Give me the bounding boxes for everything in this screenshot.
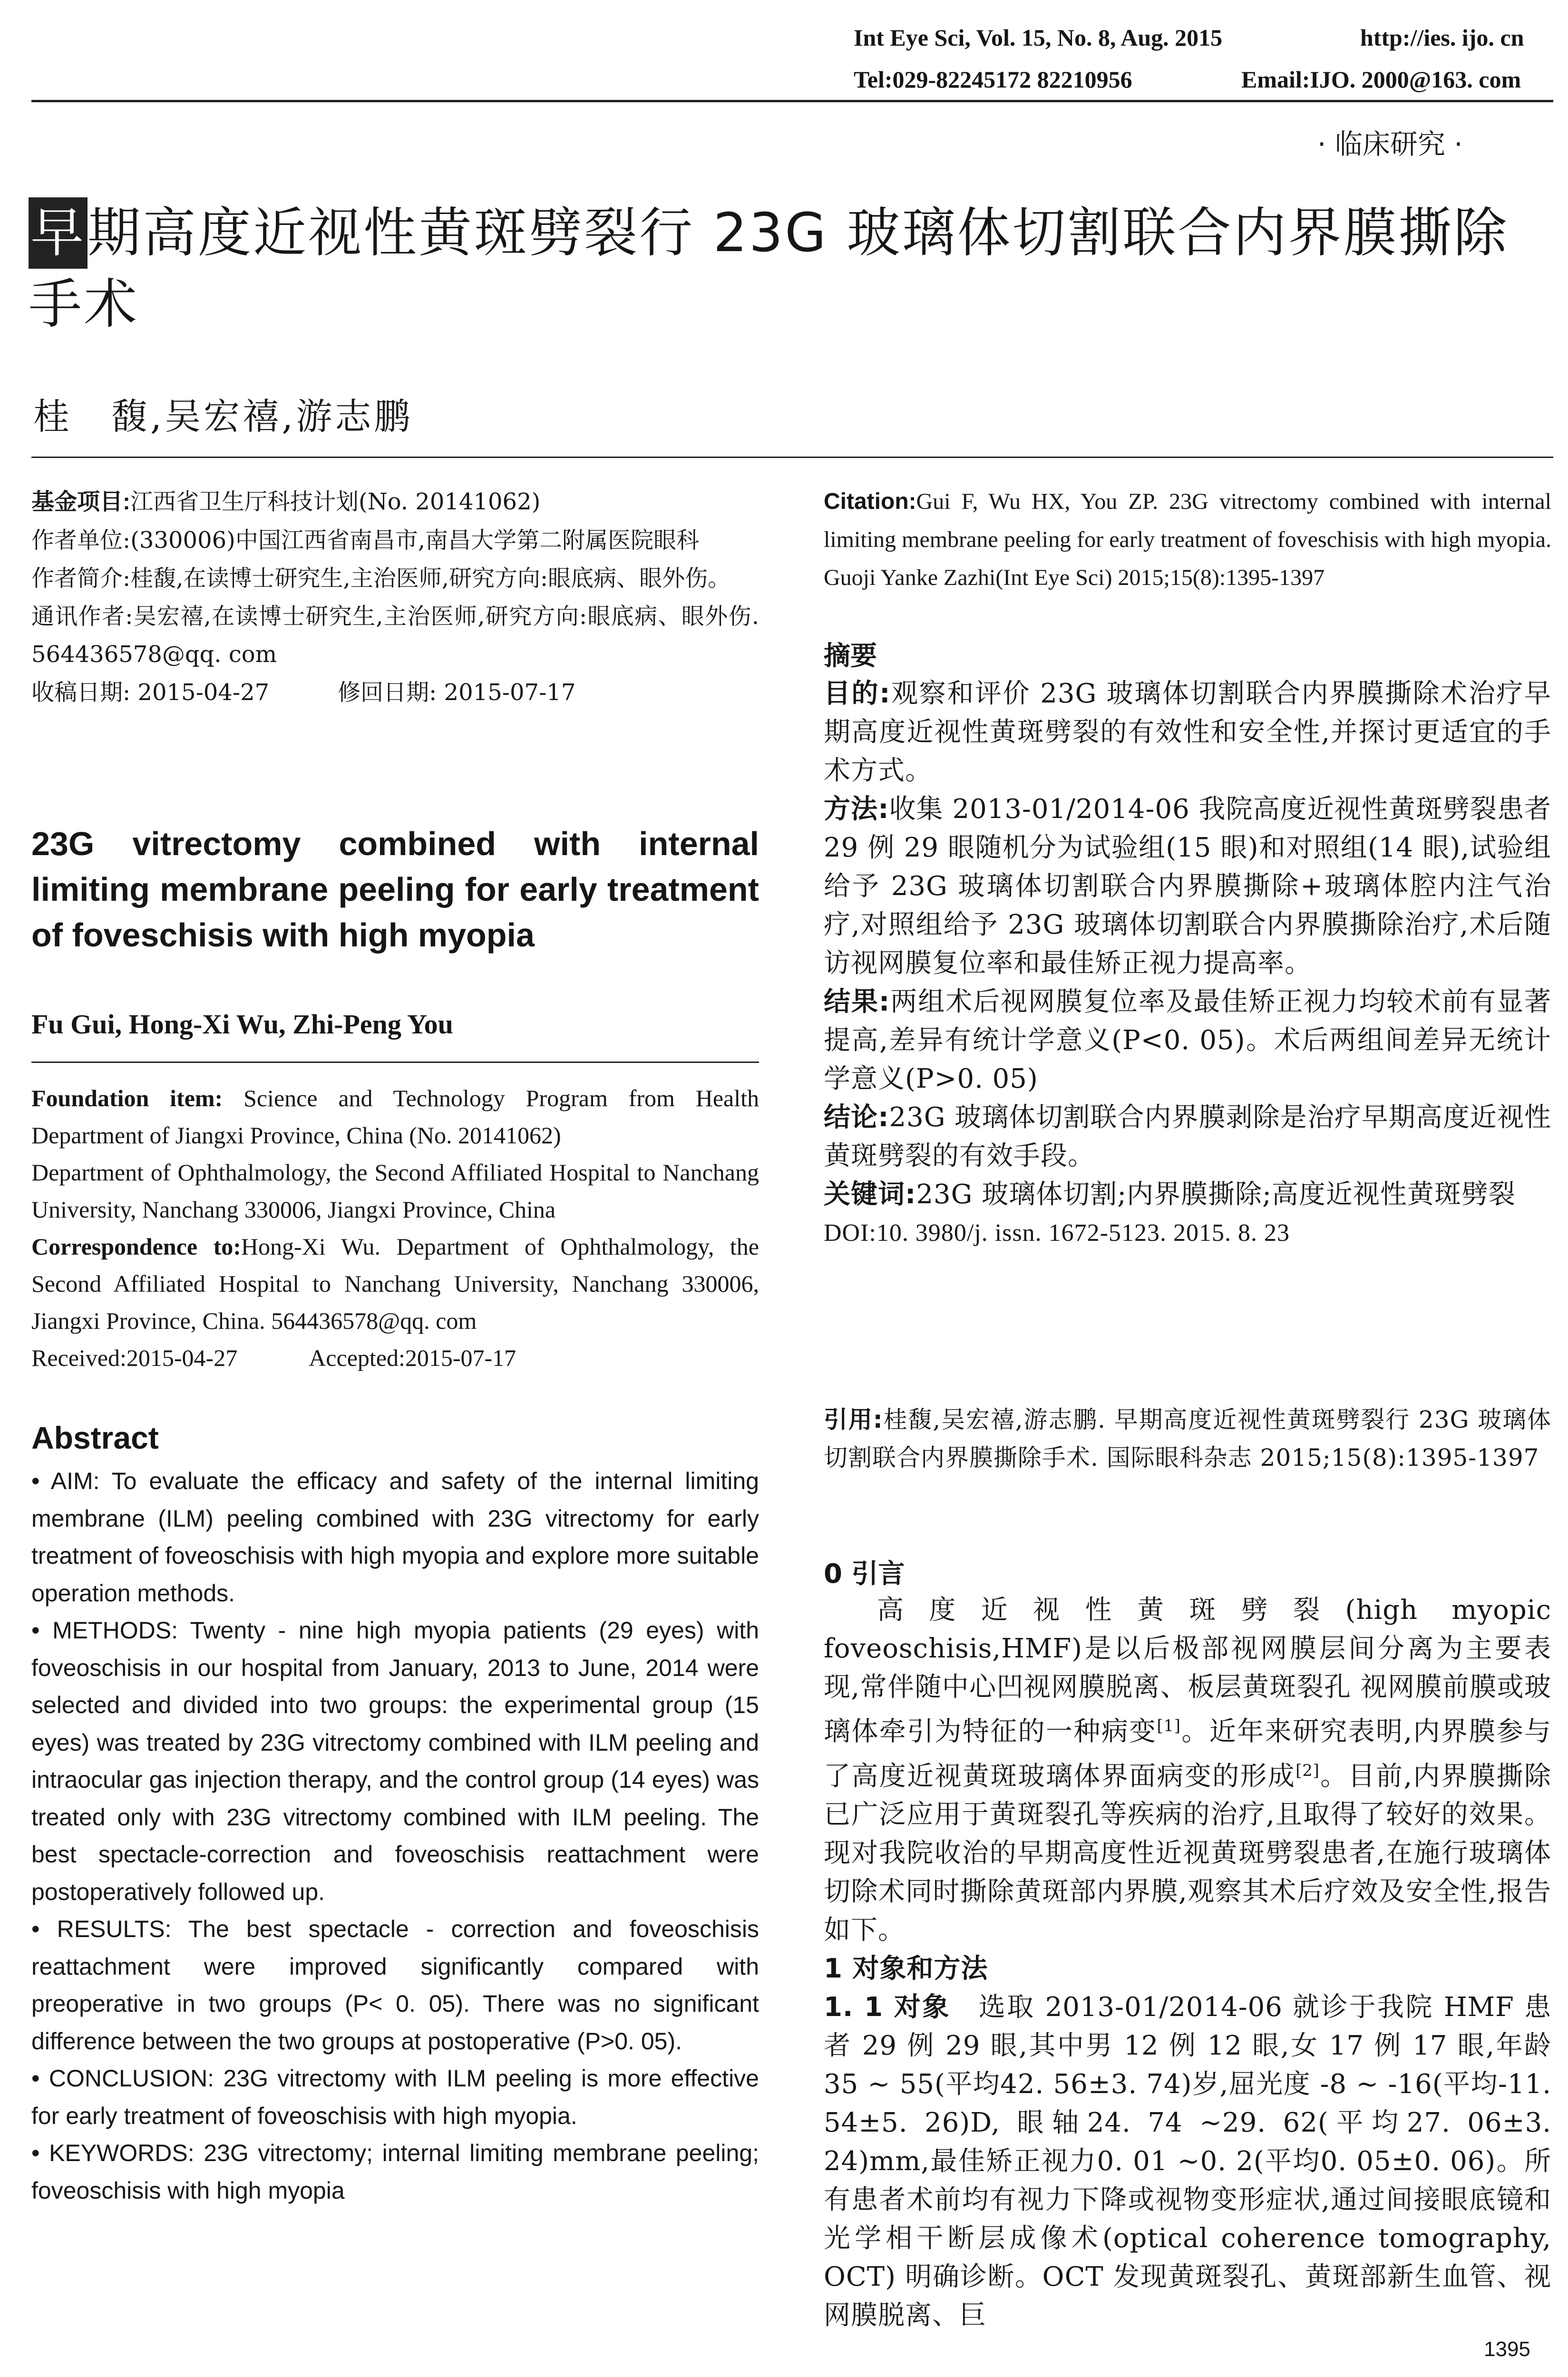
aim-cn-label: 目的: (824, 678, 891, 709)
english-info (31, 1080, 759, 1376)
english-title: 23G vitrectomy combined with internal limiting membrane peeling for early treatment of foveschisis with high myopia (31, 825, 759, 954)
intro-text-2: 。近年来研究表明,内界膜参与了高度近视黄斑玻璃体界面病变的形成 (824, 1716, 1551, 1792)
conclusion-cn-label: 结论: (824, 1102, 889, 1133)
intro-text-3: 。目前,内界膜撕除已广泛应用于黄斑裂孔等疾病的治疗,且取得了较好的效果。现对我院收治的早期高度性近视黄斑劈裂患者,在施行玻璃体切除术同时撕除黄斑部内界膜,观察其术后疗效及安全性,报告如下。 (824, 1761, 1552, 1946)
page-number: 1395 (1484, 2338, 1530, 2361)
received-accepted: Received:2015-04-27 Accepted:2015-07-17 (31, 1344, 516, 1371)
funding-text: 江西省卫生厅科技计划(No. 20141062) (130, 488, 541, 515)
conclusion-text: 23G vitrectomy with ILM peeling is more effective for early treatment of foveoschisis with high myopia. (31, 2065, 759, 2129)
citation-cn-label: 引用: (824, 1406, 883, 1433)
english-authors: Fu Gui, Hong-Xi Wu, Zhi-Peng You (31, 1009, 453, 1040)
results-cn-text: 两组术后视网膜复位率及最佳矫正视力均较术前有显著提高,差异有统计学意义(P<0. 05)。术后两组间差异无统计学意义(P>0. 05) (824, 986, 1551, 1094)
methods-label: • METHODS: (31, 1617, 178, 1644)
correspondence-text: Hong-Xi Wu. Department of Ophthalmology, the Second Affiliated Hospital to Nanchang University, Nanchang 330006, Jiangxi Province, China. 564436578@qq. com (31, 1233, 759, 1334)
article-info-cn (31, 483, 759, 711)
subjects-text: 选取 2013-01/2014-06 就诊于我院 HMF 患者 29 例 29 眼,其中男 12 例 12 眼,女 17 例 17 眼,年龄 35 ~ 55(平均42. 56±3. 74)岁,屈光度 -8 ~ -16(平均-11. 54±5. 26)D, 眼轴24. 74 ~29. 62(平均27. 06±3. 24)mm,最佳矫正视力0. 01 ~0. 2(平均0. 05±0. 06)。所有患者术前均有视力下降或视物变形症状,通过间接眼底镜和光学相干断层成像术(optical coherence tomography, OCT) 明确诊断。OCT 发现黄斑裂孔、黄斑部新生血管、视网膜脱离、巨 (824, 1992, 1552, 2331)
journal-url[interactable]: http://ies. ijo. cn (1360, 24, 1524, 51)
methods-heading: 1 对象和方法 (824, 1953, 988, 1985)
bio-label: 作者简介: (31, 565, 131, 592)
citation-en (824, 483, 1551, 597)
header-rule (31, 100, 1553, 102)
conclusion-cn-text: 23G 玻璃体切割联合内界膜剥除是治疗早期高度近视性黄斑劈裂的有效手段。 (824, 1102, 1551, 1171)
aim-label: • AIM: (31, 1468, 100, 1494)
title-rest: 期高度近视性黄斑劈裂行 23G 玻璃体切割联合内界膜撕除手术 (29, 202, 1509, 335)
citation-cn-text: 桂馥,吴宏禧,游志鹏. 早期高度近视性黄斑劈裂行 23G 玻璃体切割联合内界膜撕除手术. 国际眼科杂志 2015;15(8):1395-1397 (824, 1406, 1551, 1471)
bio-text: 桂馥,在读博士研究生,主治医师,研究方向:眼底病、眼外伤。 (130, 565, 731, 592)
article-title (29, 197, 1560, 340)
ref-1[interactable]: [1] (1157, 1716, 1181, 1735)
results-label: • RESULTS: (31, 1916, 172, 1942)
abstract-cn (824, 674, 1551, 1252)
corr-label: 通讯作者: (31, 603, 133, 630)
unit-label: 作者单位: (31, 527, 131, 554)
journal-tel: Tel:029-82245172 82210956 (854, 66, 1132, 93)
methods-text: Twenty - nine high myopia patients (29 eyes) with foveoschisis in our hospital from January, 2013 to June, 2014 were selected and divided into two groups: the experimental group (15 eyes) was treated by 23G vitrectomy combined with ILM peeling and intraocular gas injection therapy, and the control group (14 eyes) was treated only with 23G vitrectomy combined with ILM peeling. The best spectacle-correction and foveoschisis reattachment were postoperatively followed up. (31, 1617, 759, 1905)
results-text: The best spectacle - correction and foveoschisis reattachment were improved significantly compared with preoperative in two groups (P< 0. 05). There was no significant difference between the two groups at postoperative (P>0. 05). (31, 1916, 760, 2055)
intro-text-1: 高度近视性黄斑劈裂(high myopic foveoschisis,HMF)是以后极部视网膜层间分离为主要表现,常伴随中心凹视网膜脱离、板层黄斑裂孔 视网膜前膜或玻璃体牵引为特征的一种病变 (824, 1595, 1551, 1747)
intro-heading: 0 引言 (824, 1559, 905, 1589)
authors-cn: 桂 馥,吴宏禧,游志鹏 (33, 395, 413, 438)
aim-cn-text: 观察和评价 23G 玻璃体切割联合内界膜撕除术治疗早期高度近视性黄斑劈裂的有效性和安全性,并探讨更适宜的手术方式。 (824, 678, 1551, 786)
abstract-en (31, 1462, 759, 2209)
keywords-cn-label: 关键词: (824, 1179, 916, 1210)
body-cn (824, 1591, 1551, 2335)
department-text: Department of Ophthalmology, the Second Affiliated Hospital to Nanchang University, Nanchang 330006, Jiangxi Province, China (31, 1159, 759, 1223)
journal-info: Int Eye Sci, Vol. 15, No. 8, Aug. 2015 (854, 24, 1223, 51)
title-rule (31, 457, 1553, 458)
keywords-cn-text: 23G 玻璃体切割;内界膜撕除;高度近视性黄斑劈裂 (916, 1179, 1516, 1210)
keywords-label: • KEYWORDS: (31, 2140, 195, 2166)
title-first-char: 早 (29, 197, 88, 269)
citation-text: Gui F, Wu HX, You ZP. 23G vitrectomy combined with internal limiting membrane peeling for early treatment of foveschisis with high myopia. Guoji Yanke Zazhi(Int Eye Sci) 2015;15(8):1395-1397 (824, 489, 1551, 590)
abstract-heading: Abstract (31, 1420, 159, 1455)
dates-cn: 收稿日期: 2015-04-27 修回日期: 2015-07-17 (31, 679, 576, 706)
conclusion-label: • CONCLUSION: (31, 2065, 214, 2092)
doi[interactable]: DOI:10. 3980/j. issn. 1672-5123. 2015. 8. 23 (824, 1219, 1290, 1247)
corr-text: 吴宏禧,在读博士研究生,主治医师,研究方向:眼底病、眼外伤. 564436578@qq. com (31, 603, 759, 668)
foundation-text: Science and Technology Program from Health Department of Jiangxi Province, China (No. 20141062) (31, 1085, 760, 1149)
foundation-label: Foundation item: (31, 1085, 223, 1111)
citation-cn (824, 1401, 1551, 1477)
correspondence-label: Correspondence to: (31, 1233, 241, 1260)
ref-2[interactable]: [2] (1295, 1761, 1320, 1780)
aim-text: To evaluate the efficacy and safety of the internal limiting membrane (ILM) peeling combined with 23G vitrectomy for early treatment of foveoschisis with high myopia and explore more suitable operation methods. (31, 1468, 759, 1607)
results-cn-label: 结果: (824, 986, 890, 1017)
funding-label: 基金项目: (31, 489, 130, 515)
unit-text: (330006)中国江西省南昌市,南昌大学第二附属医院眼科 (130, 527, 700, 554)
english-rule (31, 1062, 759, 1063)
section-label: · 临床研究 · (1317, 128, 1463, 160)
journal-email[interactable]: Email:IJO. 2000@163. com (1241, 66, 1521, 93)
subjects-label: 1. 1 对象 (824, 1992, 951, 2023)
methods-cn-text: 收集 2013-01/2014-06 我院高度近视性黄斑劈裂患者 29 例 29 眼随机分为试验组(15 眼)和对照组(14 眼),试验组给予 23G 玻璃体切割联合内界膜撕除+玻璃体腔内注气治疗,对照组给予 23G 玻璃体切割联合内界膜撕除治疗,术后随访视网膜复位率和最佳矫正视力提高率。 (824, 794, 1552, 979)
methods-cn-label: 方法: (824, 794, 889, 825)
keywords-text: 23G vitrectomy; internal limiting membrane peeling; foveoschisis with high myopia (31, 2140, 759, 2204)
abstract-cn-heading: 摘要 (824, 641, 877, 672)
citation-label: Citation: (824, 489, 916, 514)
